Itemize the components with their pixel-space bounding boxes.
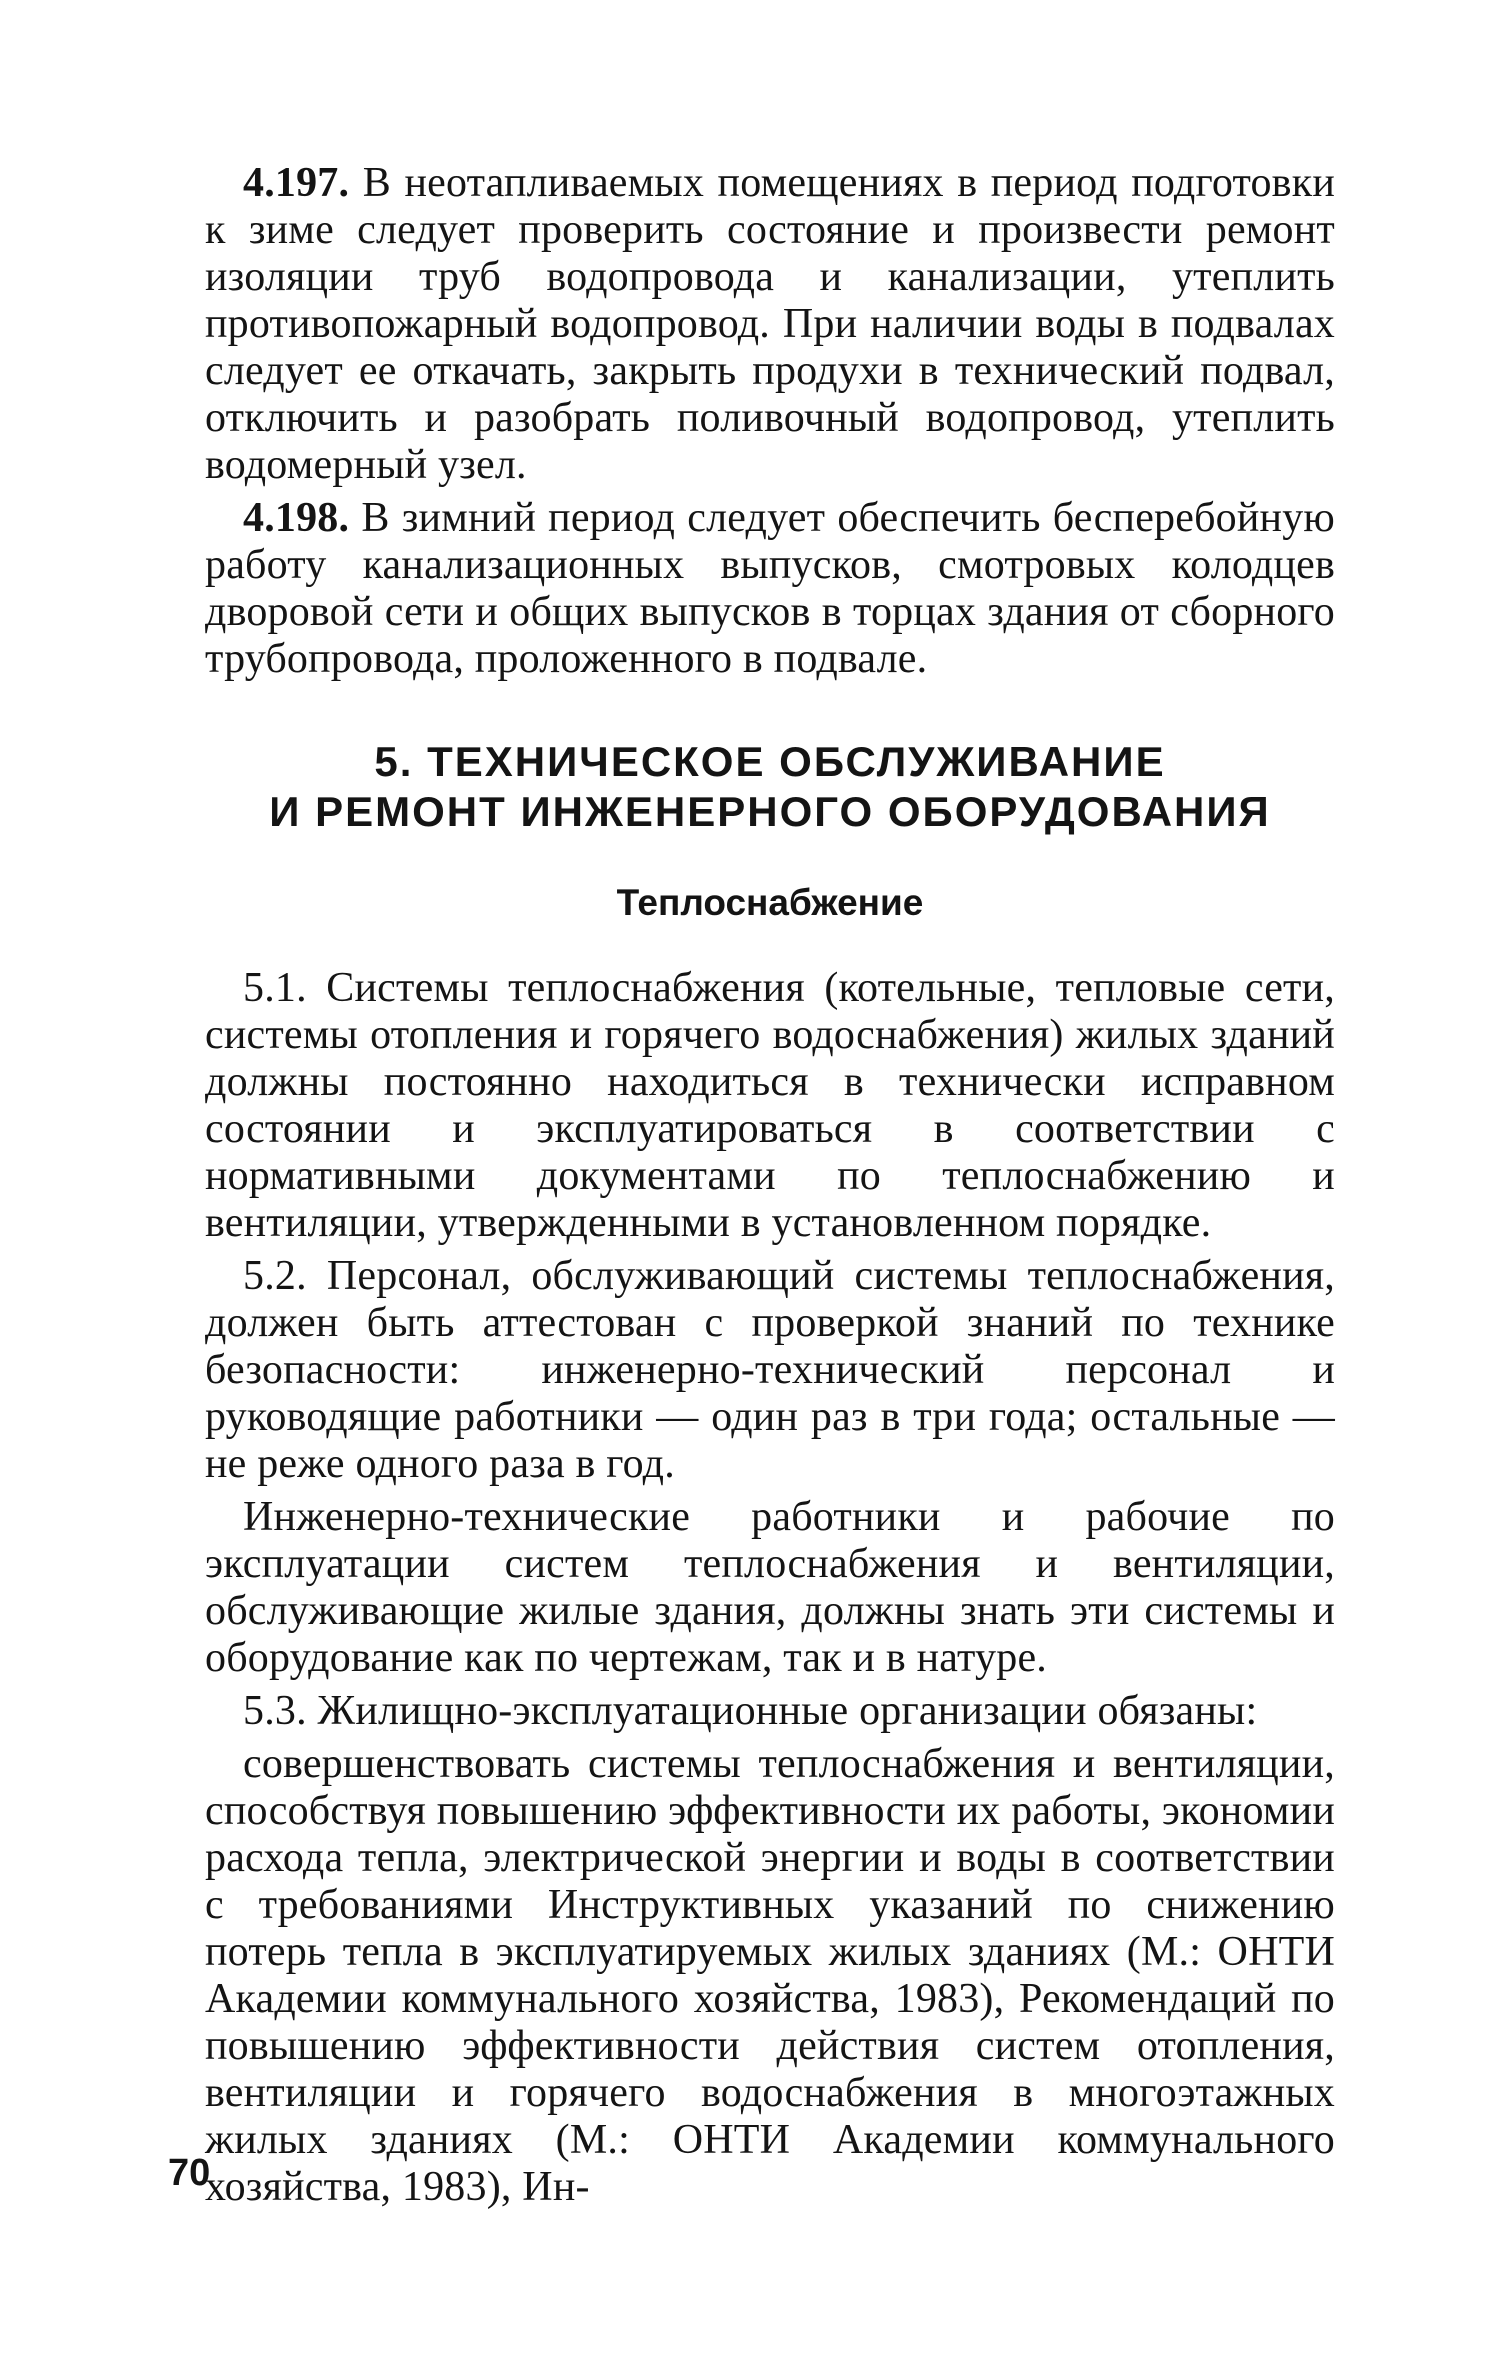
paragraph-5-2 <box>205 1253 1335 1488</box>
paragraph-number: 4.198. <box>243 495 350 541</box>
paragraph-text: В зимний период следует обеспечить бесперебойную работу канализационных выпусков, смотровых колодцев дворовой сети и общих выпусков в торцах здания от сборного трубопровода, проложенного в подвале. <box>205 495 1335 682</box>
section-title <box>205 737 1335 837</box>
paragraph-5-1 <box>205 965 1335 1247</box>
section-title-line-1: 5. ТЕХНИЧЕСКОЕ ОБСЛУЖИВАНИЕ <box>374 738 1166 785</box>
paragraph-text: Персонал, обслуживающий системы теплоснабжения, должен быть аттестован с проверкой знаний по технике безопасности: инженерно-технический персонал и руководящие работники — один раз в три года; остальные — не реже одного раза в год. <box>205 1253 1336 1487</box>
paragraph-number: 4.197. <box>243 160 350 206</box>
paragraph-text: В неотапливаемых помещениях в период подготовки к зиме следует проверить состояние и произвести ремонт изоляции труб водопровода и канализации, утеплить противопожарный водопровод. При наличии воды в подвалах следует ее откачать, закрыть продухи в технический подвал, отключить и разобрать поливочный водопровод, утеплить водомерный узел. <box>205 160 1335 488</box>
paragraph-5-2-continued <box>205 1494 1335 1682</box>
paragraph-number: 5.2. <box>243 1253 307 1299</box>
paragraph-text: Системы теплоснабжения (котельные, тепловые сети, системы отопления и горячего водоснабжения) жилых зданий должны постоянно находиться в технически исправном состоянии и эксплуатироваться в соответствии с нормативными документами по теплоснабжению и вентиляции, утвержденными в установленном порядке. <box>205 965 1335 1246</box>
page-body <box>205 160 1335 2211</box>
paragraph-text: совершенствовать системы теплоснабжения и вентиляции, способствуя повышению эффективности их работы, экономии расхода тепла, электрической энергии и воды в соответствии с требованиями Инструктивных указаний по снижению потерь тепла в эксплуатируемых жилых зданиях (М.: ОНТИ Академии коммунального хозяйства, 1983), Рекомендаций по повышению эффективности действия систем отопления, вентиляции и горячего водоснабжения в многоэтажных жилых зданиях (М.: ОНТИ Академии коммунального хозяйства, 1983), Ин- <box>205 1741 1335 2210</box>
paragraph-text: Жилищно-эксплуатационные организации обязаны: <box>317 1688 1258 1734</box>
paragraph-number: 5.3. <box>243 1688 307 1734</box>
paragraph-5-3 <box>205 1688 1335 1735</box>
paragraph-text: Инженерно-технические работники и рабочие по эксплуатации систем теплоснабжения и вентиляции, обслуживающие жилые здания, должны знать эти системы и оборудование как по чертежам, так и в натуре. <box>205 1494 1335 1681</box>
section-subtitle: Теплоснабжение <box>616 882 924 923</box>
paragraph-4-198 <box>205 495 1335 683</box>
section-title-line-2: И РЕМОНТ ИНЖЕНЕРНОГО ОБОРУДОВАНИЯ <box>269 788 1271 835</box>
page-number: 70 <box>168 2152 211 2194</box>
paragraph-5-3-item <box>205 1741 1335 2211</box>
paragraph-4-197 <box>205 160 1335 489</box>
paragraph-number: 5.1. <box>243 965 307 1011</box>
